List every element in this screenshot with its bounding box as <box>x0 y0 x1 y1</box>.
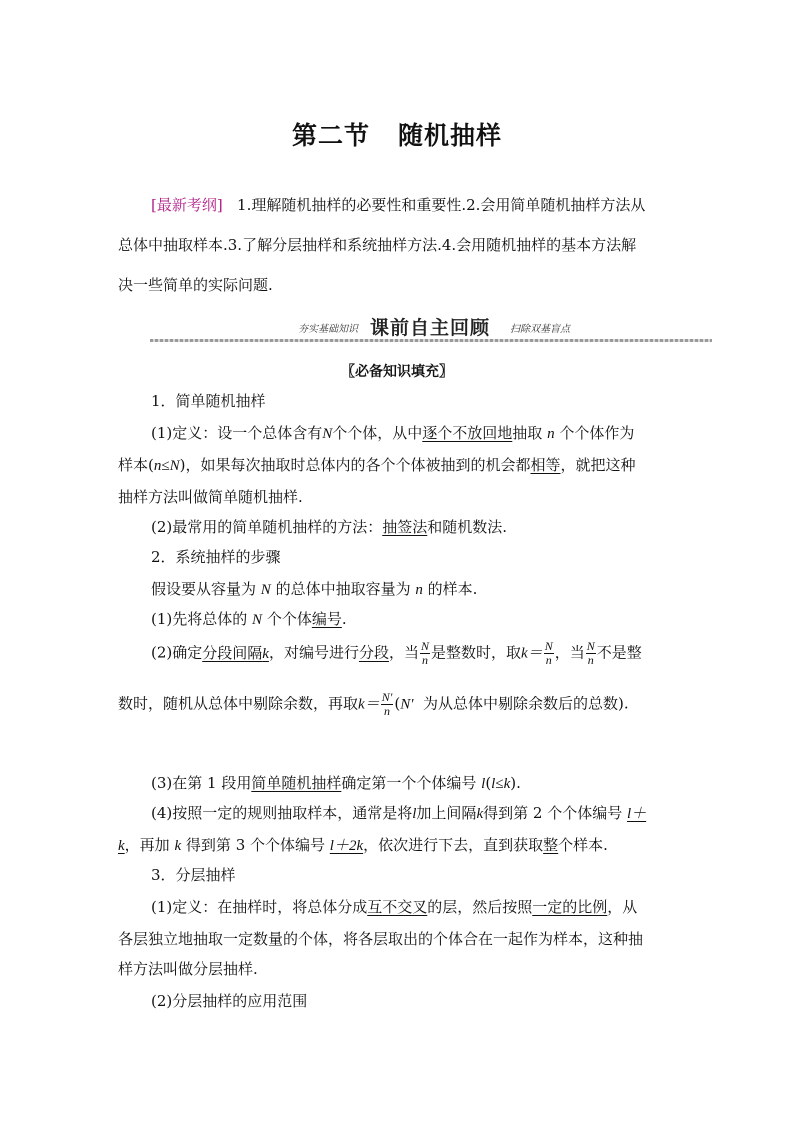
s3-line-2: 各层独立地抽取一定数量的个体，将各层取出的个体合在一起作为样本，这种抽 <box>118 930 644 948</box>
banner-rule <box>150 339 712 342</box>
s2-line-7: k，再加 k 得到第 3 个个体编号 l＋2k，依次进行下去，直到获取整个样本. <box>118 836 608 854</box>
intro-line-2: 总体中抽取样本.3.了解分层抽样和系统抽样方法.4.会用随机抽样的基本方法解 <box>118 236 637 254</box>
s3-line-4: (2)分层抽样的应用范围 <box>151 992 308 1010</box>
interval-term: 分段间隔k <box>202 643 269 662</box>
s3-line-3: 样方法叫做分层抽样. <box>118 960 258 978</box>
s2-line-1: 假设要从容量为 N 的总体中抽取容量为 n 的样本. <box>151 580 478 598</box>
s1-heading: 1．简单随机抽样 <box>151 392 266 410</box>
banner-left-text: 夯实基础知识 <box>298 324 358 335</box>
s3-line-1: (1)定义：在抽样时，将总体分成互不交叉的层，然后按照一定的比例，从 <box>151 898 638 916</box>
banner-right-text: 扫除双基盲点 <box>510 324 570 335</box>
s3-heading: 3．分层抽样 <box>151 866 236 884</box>
fraction-n-over-n-3: $\frac{N}{n}$ <box>586 639 595 667</box>
fraction-n-over-n-2: $\frac{N}{n}$ <box>544 639 553 667</box>
s1-line-2: 样本(n≤N)，如果每次抽取时总体内的各个个体被抽到的机会都相等，就把这种 <box>118 456 636 474</box>
s1-line-4: (2)最常用的简单随机抽样的方法：抽签法和随机数法. <box>151 518 508 536</box>
section-heading: 〖必备知识填充〗 <box>341 364 453 380</box>
s2-line-5: (3)在第 1 段用简单随机抽样确定第一个个体编号 l(l≤k). <box>151 774 521 792</box>
intro-line-1: [最新考纲] 1.理解随机抽样的必要性和重要性.2.会用简单随机抽样方法从 <box>151 196 646 214</box>
fraction-nprime-over-n: $\frac{N'}{n}$ <box>381 690 393 718</box>
page-title: 第二节 随机抽样 <box>291 121 503 150</box>
s2-line-2: (1)先将总体的 N 个个体编号. <box>151 610 347 628</box>
s2-line-4: 数时，随机从总体中剔除余数，再取k＝ $\frac{N'}{n}$ (N′ 为从总体中剔除余数后的总数). <box>118 690 629 718</box>
s2-line-6: (4)按照一定的规则抽取样本，通常是将l加上间隔k得到第 2 个个体编号 l＋ <box>151 804 647 822</box>
banner-title: 课前自主回顾 <box>370 317 491 339</box>
s1-line-3: 抽样方法叫做简单随机抽样. <box>118 488 303 506</box>
section-banner <box>150 312 712 342</box>
s1-line-1: (1)定义：设一个总体含有N个个体，从中逐个不放回地抽取 n 个个体作为 <box>151 424 635 442</box>
fraction-n-over-n: $\frac{N}{n}$ <box>420 639 429 667</box>
intro-line-3: 决一些简单的实际问题. <box>118 276 273 294</box>
s2-line-3: (2)确定分段间隔k，对编号进行分段，当 $\frac{N}{n}$ 是整数时，取k＝ $\frac{N}{n}$ ，当 $\frac{N}{n}$ 不是整 <box>151 639 642 667</box>
latest-syllabus-tag: [最新考纲] <box>151 196 223 214</box>
s2-heading: 2．系统抽样的步骤 <box>151 548 281 566</box>
